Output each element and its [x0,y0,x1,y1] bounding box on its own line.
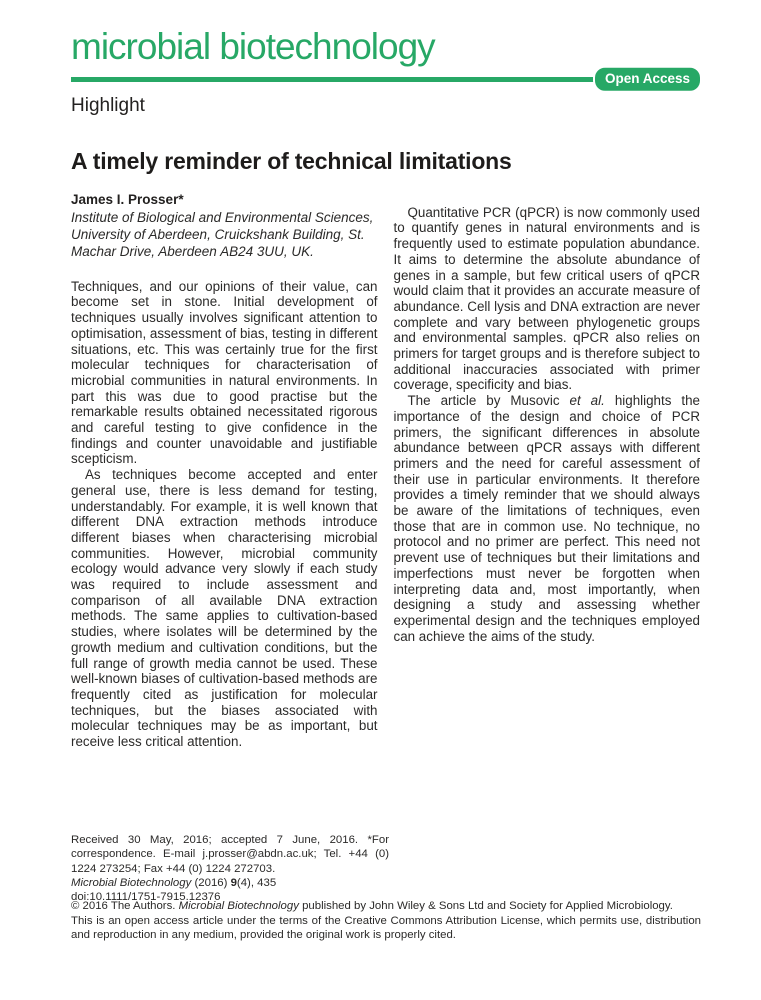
author-affiliation [71,209,378,260]
paragraph [394,393,701,644]
article-title: A timely reminder of technical limitations [71,147,512,174]
affiliation-line: Institute of Biological and Environmental Sciences, [71,209,374,225]
journal-logo: microbial biotechnology [71,26,435,67]
article-type-label: Highlight [71,94,145,116]
license-line: This is an open access article under the terms of the Creative Commons Attribution License, which permits use, distribution and reproduction in any medium, provided the original work is properly cited. [71,914,701,941]
affiliation-line: University of Aberdeen, Cruickshank Building, St. [71,226,365,242]
doi-line: doi:10.1111/1751-7915.12376 [71,891,221,904]
right-column [394,192,701,750]
left-column [71,192,378,750]
paragraph: Techniques, and our opinions of their value, can become set in stone. Initial development of techniques usually involves significant attention to optimisation, assessment of bias, testing in different situations, etc. This was certainly true for the first molecular techniques for characterisation of microbial communities in natural environments. In part this was due to good practise but the remarkable results obtained necessitated rigorous and careful testing to give confidence in the findings and counter unavoidable and justifiable scepticism. [71,278,378,467]
paragraph-text: highlights the importance of the design and choice of PCR primers, the significant differences in absolute abundance between qPCR assays with different primers and the need for careful assessment of their use in particular environments. It therefore provides a timely reminder that we should always be aware of the limitations of techniques, even those that are in common use. No technique, no protocol and no primer are perfect. This need not prevent use of techniques but their limitations and imperfections must never be forgotten when interpreting data and, most importantly, when designing a study and assessing whether experimental design and the techniques employed can achieve the aims of the study. [393,393,701,644]
citation-line: Microbial Biotechnology (2016) 9(4), 435 [71,876,277,889]
footnote-block [71,833,389,904]
citation-journal: Microbial Biotechnology [71,876,192,889]
author-name: James I. Prosser* [71,191,184,207]
copyright-block [71,899,701,943]
citation-volume: 9 [230,876,237,889]
paragraph-text: The article by Musovic [407,393,570,409]
correspondence-note: Received 30 May, 2016; accepted 7 June, 2016. *For correspondence. E-mail j.prosser@abdn.ac.uk; Tel. +44 (0) 1224 273254; Fax +44 (0) 1224 272703. [71,834,389,875]
copyright-journal: Microbial Biotechnology [178,900,299,912]
paragraph: As techniques become accepted and enter general use, there is less demand for testing, understandably. For example, it is well known that different DNA extraction methods introduce different biases when characterising microbial communities. However, microbial community ecology would advance very slowly if each study was required to include assessment and comparison of all available DNA extraction methods. The same applies to cultivation-based studies, where isolates will be determined by the growth medium and cultivation conditions, but the full range of growth media cannot be used. These well-known biases of cultivation-based methods are frequently cited as justification for molecular techniques, but the biases associated with molecular techniques may be as important, but receive less critical attention. [71,467,378,750]
copyright-line: © 2016 The Authors. Microbial Biotechnology published by John Wiley & Sons Ltd and Society for Applied Microbiology. [71,900,673,912]
paragraph: Quantitative PCR (qPCR) is now commonly used to quantify genes in natural environments and is frequently used to estimate population abundance. It aims to determine the absolute abundance of genes in a sample, but few critical users of qPCR would claim that it provides an accurate measure of abundance. Cell lysis and DNA extraction are never complete and vary between phylogenetic groups and environmental samples. qPCR also relies on primers for target groups and is therefore subject to additional inaccuracies associated with primer coverage, specificity and bias. [393,204,700,393]
et-al-italic: et al. [569,393,605,409]
affiliation-line: Machar Drive, Aberdeen AB24 3UU, UK. [71,243,314,259]
article-body [71,192,700,750]
header-rule [71,70,700,86]
open-access-badge: Open Access [593,66,702,93]
